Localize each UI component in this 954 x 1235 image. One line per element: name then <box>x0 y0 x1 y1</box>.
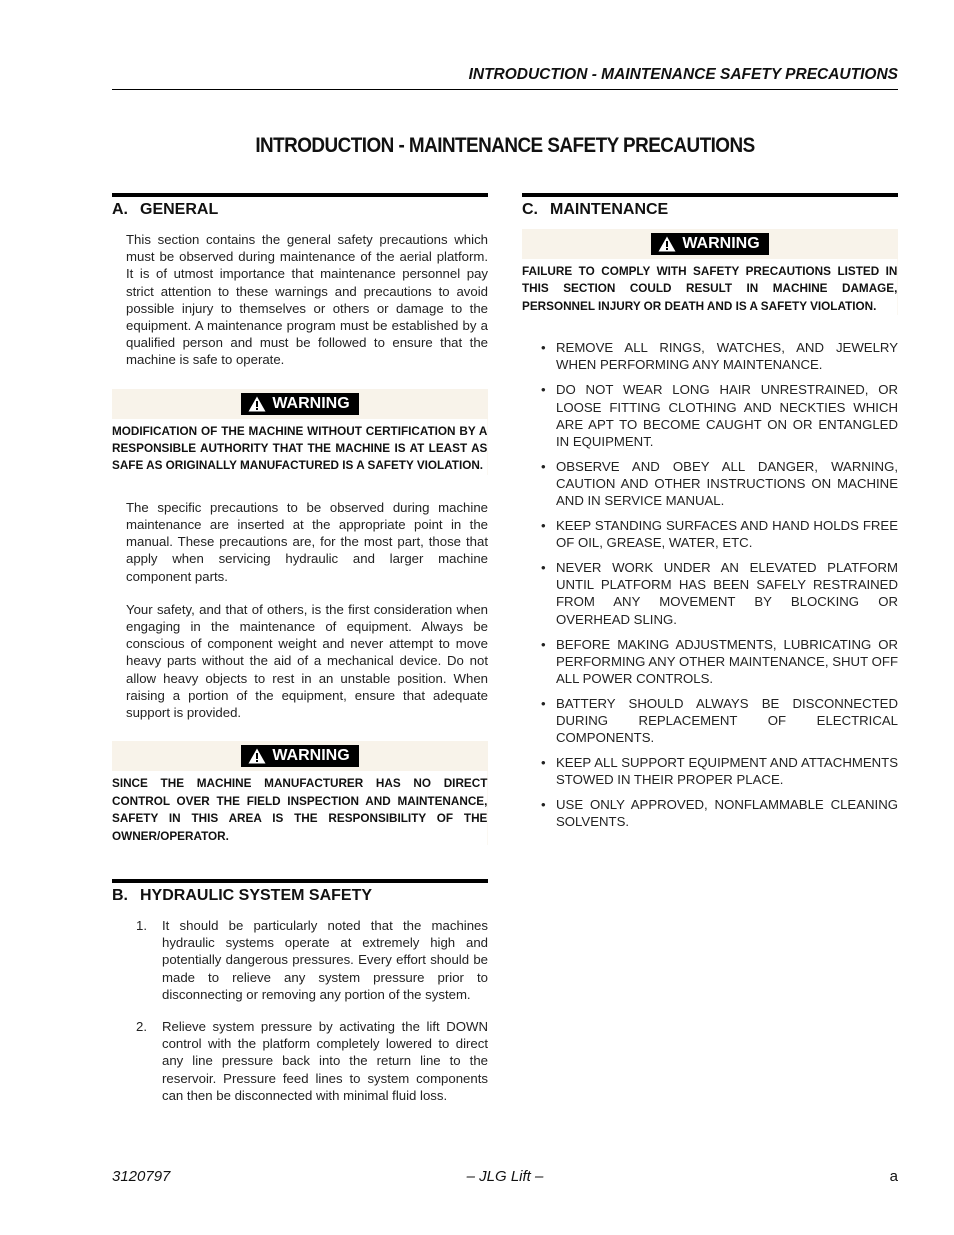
list-item-text: KEEP STANDING SURFACES AND HAND HOLDS FREE OF OIL, GREASE, WATER, ETC. <box>556 518 898 551</box>
list-item <box>541 636 898 687</box>
section-c-heading <box>522 193 898 225</box>
page-number: a <box>889 1168 898 1185</box>
list-item <box>136 1018 488 1104</box>
warning-box-3 <box>522 229 898 315</box>
section-a-heading <box>112 193 488 225</box>
section-c-title: MAINTENANCE <box>550 201 669 218</box>
bullet-icon: • <box>541 636 546 652</box>
running-header: INTRODUCTION - MAINTENANCE SAFETY PRECAUTIONS <box>112 66 898 90</box>
warning-text-2: SINCE THE MACHINE MANUFACTURER HAS NO DIRECT CONTROL OVER THE FIELD INSPECTION AND MAINTENANCE, SAFETY IN THIS AREA IS THE RESPONSIBILITY OF THE OWNER/OPERATOR. <box>112 771 487 845</box>
bullet-icon: • <box>541 695 546 711</box>
list-item-text: DO NOT WEAR LONG HAIR UNRESTRAINED, OR LOOSE FITTING CLOTHING AND NECKTIES WHICH ARE APT TO BECOME CAUGHT ON OR ENTANGLED IN EQUIPMENT. <box>556 382 898 449</box>
section-b-heading <box>112 879 488 911</box>
section-c-bullet-list <box>541 339 898 830</box>
warning-badge <box>651 233 768 255</box>
section-a-paragraph-3: Your safety, and that of others, is the first consideration when engaging in the maintenance of equipment. Always be conscious of component weight and never attempt to move heavy parts without the aid of a mechanical device. Do not allow heavy objects to rest in an unstable position. When raising a portion of the equipment, ensure that adequate support is provided. <box>126 601 488 721</box>
list-item-text: It should be particularly noted that the machines hydraulic systems operate at extremely high and potentially dangerous pressures. Every effort should be made to relieve any system pressure prior to disconnecting or removing any portion of the system. <box>162 917 488 1002</box>
warning-triangle-icon <box>658 236 676 252</box>
list-item <box>541 796 898 830</box>
list-item <box>136 917 488 1003</box>
page-footer <box>112 1168 898 1188</box>
list-item <box>541 695 898 746</box>
list-item-text: NEVER WORK UNDER AN ELEVATED PLATFORM UNTIL PLATFORM HAS BEEN SAFELY RESTRAINED FROM ANY MOVEMENT BY BLOCKING OR OVERHEAD SLING. <box>556 560 898 627</box>
list-item <box>541 458 898 509</box>
right-column <box>522 193 898 839</box>
bullet-icon: • <box>541 560 546 576</box>
list-item-number: 2. <box>136 1018 147 1034</box>
warning-badge <box>241 745 358 767</box>
warning-label: WARNING <box>272 747 350 765</box>
list-item-text: USE ONLY APPROVED, NONFLAMMABLE CLEANING SOLVENTS. <box>556 797 898 830</box>
bullet-icon: • <box>541 797 546 813</box>
bullet-icon: • <box>541 755 546 771</box>
section-a-number: A. <box>112 201 128 218</box>
list-item-text: REMOVE ALL RINGS, WATCHES, AND JEWELRY WHEN PERFORMING ANY MAINTENANCE. <box>556 340 898 373</box>
bullet-icon: • <box>541 458 546 474</box>
section-b-title: HYDRAULIC SYSTEM SAFETY <box>140 886 373 904</box>
section-b-list <box>136 917 488 1104</box>
list-item-number: 1. <box>136 917 147 933</box>
bullet-icon: • <box>541 340 546 356</box>
page-title: INTRODUCTION - MAINTENANCE SAFETY PRECAUTIONS <box>255 134 755 157</box>
footer-brand: – JLG Lift – <box>466 1168 544 1185</box>
list-item-text: BEFORE MAKING ADJUSTMENTS, LUBRICATING OR PERFORMING ANY OTHER MAINTENANCE, SHUT OFF ALL POWER CONTROLS. <box>556 636 898 686</box>
bullet-icon: • <box>541 518 546 534</box>
bullet-icon: • <box>541 382 546 398</box>
list-item-text: Relieve system pressure by activating the lift DOWN control with the platform completely lowered to direct any line pressure back into the return line to the reservoir. Pressure feed lines to system components can then be disconnected with minimal fluid loss. <box>162 1018 488 1103</box>
section-a-title: GENERAL <box>140 201 219 218</box>
warning-text-3: FAILURE TO COMPLY WITH SAFETY PRECAUTIONS LISTED IN THIS SECTION COULD RESULT IN MACHINE DAMAGE, PERSONNEL INJURY OR DEATH AND IS A SAFETY VIOLATION. <box>522 259 897 315</box>
section-b-number: B. <box>112 886 128 904</box>
warning-triangle-icon <box>248 748 266 764</box>
section-c-number: C. <box>522 201 538 218</box>
document-number: 3120797 <box>112 1168 171 1185</box>
list-item <box>541 381 898 449</box>
list-item <box>541 559 898 627</box>
left-column <box>112 193 488 1104</box>
list-item <box>541 754 898 788</box>
list-item-text: BATTERY SHOULD ALWAYS BE DISCONNECTED DURING REPLACEMENT OF ELECTRICAL COMPONENTS. <box>556 695 898 746</box>
warning-triangle-icon <box>248 396 266 412</box>
warning-label: WARNING <box>682 235 760 252</box>
section-a-paragraph-2: The specific precautions to be observed during machine maintenance are inserted at the appropriate point in the manual. These precautions are, for the most part, those that apply when servicing hydraulic and larger machine component parts. <box>126 499 488 584</box>
warning-box-1 <box>112 389 488 475</box>
warning-box-2 <box>112 741 488 845</box>
list-item <box>541 339 898 373</box>
section-a-paragraph-1: This section contains the general safety precautions which must be observed during maintenance of the aerial platform. It is of utmost importance that maintenance personnel pay strict attention to these warnings and precautions to avoid possible injury to themselves or others or damage to the equipment. A maintenance program must be established by a qualified person and must be followed to ensure that the machine is safe to operate. <box>126 232 488 368</box>
warning-text-1: MODIFICATION OF THE MACHINE WITHOUT CERTIFICATION BY A RESPONSIBLE AUTHORITY THAT THE MACHINE IS AT LEAST AS SAFE AS ORIGINALLY MANUFACTURED IS A SAFETY VIOLATION. <box>112 419 487 475</box>
warning-label: WARNING <box>272 394 350 412</box>
list-item-text: KEEP ALL SUPPORT EQUIPMENT AND ATTACHMENTS STOWED IN THEIR PROPER PLACE. <box>556 755 898 788</box>
list-item-text: OBSERVE AND OBEY ALL DANGER, WARNING, CAUTION AND OTHER INSTRUCTIONS ON MACHINE AND IN SERVICE MANUAL. <box>556 458 898 508</box>
warning-badge <box>241 393 358 415</box>
list-item <box>541 517 898 551</box>
